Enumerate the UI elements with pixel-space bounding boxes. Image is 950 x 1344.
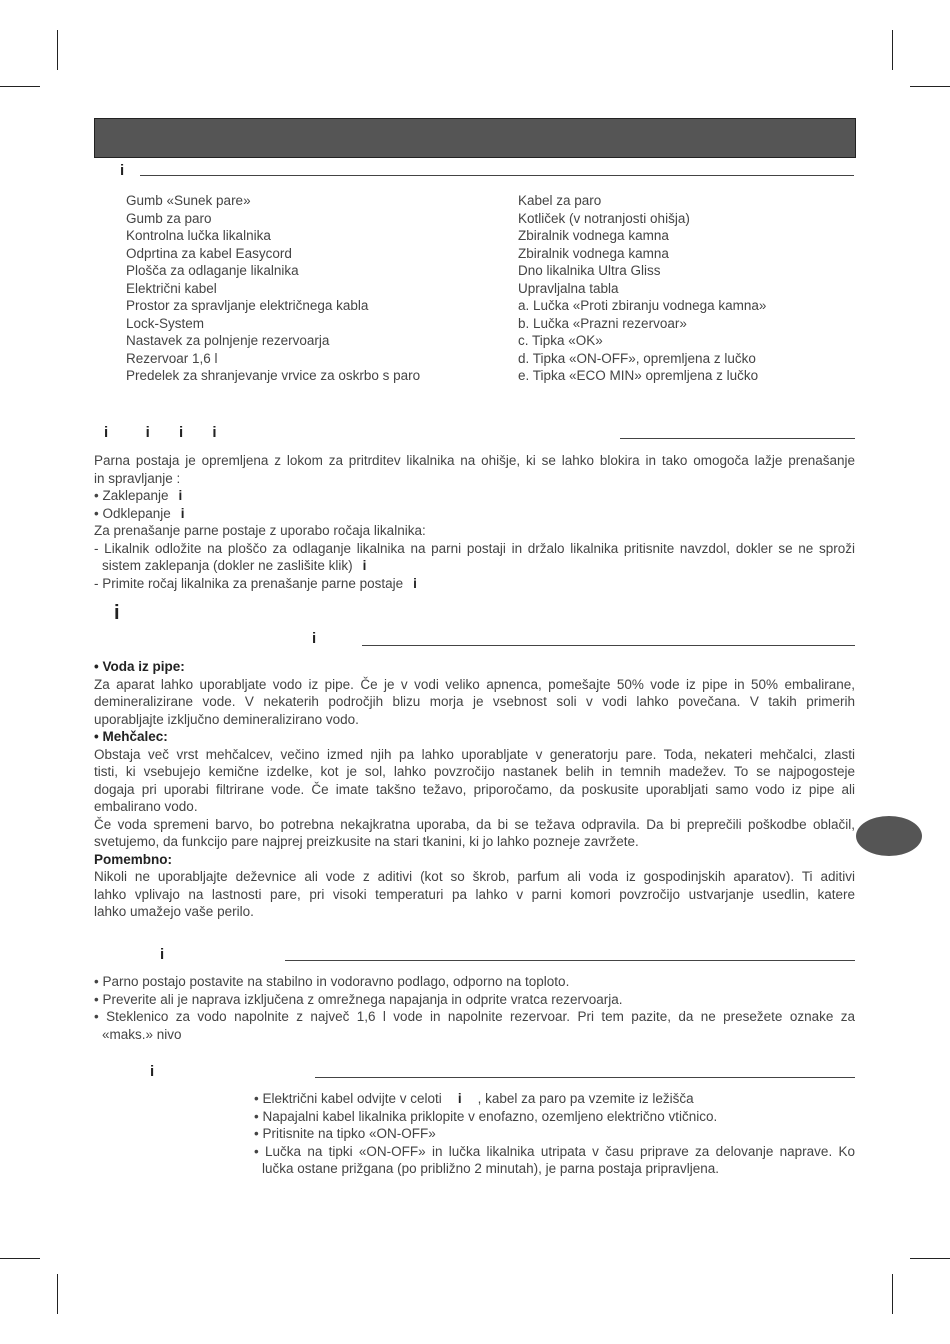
list-item: • Pritisnite na tipko «ON-OFF»: [254, 1126, 436, 1141]
list-item: a. Lučka «Proti zbiranju vodnega kamna»: [518, 298, 767, 313]
list-item: c. Tipka «OK»: [518, 333, 603, 348]
list-item: Kotliček (v notranjosti ohišja): [518, 210, 690, 226]
header-bar: [94, 118, 856, 158]
list-item: - Likalnik odložite na ploščo za odlaganje likalnika na parni postaji in držalo likalnika pritisnite navzdol, dokler se ne sproži: [94, 540, 855, 556]
paragraph-line: Parna postaja je opremljena z lokom za pritrditev likalnika na ohišje, ki se lahko blokira in tako omogoča lažje prenašanje: [94, 453, 855, 468]
list-item: Odprtina za kabel Easycord: [126, 245, 292, 261]
paragraph-line: tisti, ki vsebujejo kemične izdelke, kot je sol, lahko povzročijo nastanek belih in temnih madežev. To se najpogosteje: [94, 764, 855, 779]
page-tab: [856, 816, 922, 856]
paragraph-line: dogaja pri uporabi filtrirane vode. Če imate takšno težavo, priporočamo, da poskusite uporabljati samo vodo iz pipe ali: [94, 781, 855, 797]
section-marker: i i i i: [104, 424, 217, 441]
list-item: sistem zaklepanja (dokler ne zaslišite klik) i: [102, 558, 367, 573]
list-item: Rezervoar 1,6 l: [126, 350, 218, 366]
water-instructions: [94, 658, 855, 921]
list-item: • Preverite ali je naprava izključena z omrežnega napajanja in odprite vratca rezervoarja.: [94, 991, 623, 1007]
paragraph-heading: • Voda iz pipe:: [94, 659, 185, 674]
paragraph-line: Za prenašanje parne postaje z uporabo ročaja likalnika:: [94, 523, 426, 538]
lock-instructions: [94, 452, 855, 592]
list-item: Zbiralnik vodnega kamna: [518, 228, 669, 243]
crop-mark: [0, 86, 40, 87]
list-item: Predelek za shranjevanje vrvice za oskrbo s paro: [126, 368, 421, 383]
section-marker: i: [160, 946, 165, 963]
parts-list-right: [518, 192, 766, 385]
list-item: Prostor za spravljanje električnega kabla: [126, 298, 369, 313]
section-rule: [620, 438, 855, 439]
paragraph-heading: Pomembno:: [94, 851, 173, 867]
section-rule: [285, 960, 855, 961]
paragraph-line: Obstaja več vrst mehčalcev, večino izmed njih pa lahko uporabljate v generatorju pare. Toda, nekateri mehčalci, zlasti: [94, 746, 855, 762]
list-item: • Odklepanje i: [94, 505, 185, 521]
list-item: Gumb za paro: [126, 210, 212, 226]
list-item: • Steklenico za vodo napolnite z največ 1,6 l vode in napolnite rezervoar. Pri tem pazite, da ne presežete oznake za: [94, 1009, 855, 1024]
list-item: Dno likalnika Ultra Gliss: [518, 263, 661, 278]
section-marker: i: [150, 1063, 155, 1080]
crop-mark: [910, 86, 950, 87]
list-item: Gumb «Sunek pare»: [126, 193, 251, 208]
crop-mark: [0, 1258, 40, 1259]
list-item: - Primite ročaj likalnika za prenašanje parne postaje i: [94, 575, 417, 591]
list-item: Plošča za odlaganje likalnika: [126, 263, 299, 278]
crop-mark: [892, 30, 893, 70]
paragraph-line: lahko umažejo vaše perilo.: [94, 904, 254, 919]
list-item: b. Lučka «Prazni rezervoar»: [518, 315, 687, 331]
section-marker: i: [114, 602, 120, 624]
list-item: • Parno postajo postavite na stabilno in vodoravno podlago, odporno na toploto.: [94, 974, 570, 989]
list-item: d. Tipka «ON-OFF», opremljena z lučko: [518, 350, 756, 366]
crop-mark: [57, 30, 58, 70]
list-item: lučka ostane prižgana (po približno 2 minutah), je parna postaja pripravljena.: [262, 1161, 720, 1176]
list-item: «maks.» nivo: [102, 1026, 182, 1042]
list-item: Zbiralnik vodnega kamna: [518, 245, 669, 261]
section-marker: i: [312, 630, 317, 647]
fill-instructions: [94, 973, 855, 1043]
paragraph-line: svetujemo, da funkcijo pare najprej preizkusite na stari tkanini, ki jo lahko pozneje zavržete.: [94, 834, 639, 849]
list-item: e. Tipka «ECO MIN» opremljena z lučko: [518, 368, 759, 383]
paragraph-line: Za aparat lahko uporabljate vodo iz pipe. Če je v vodi veliko apnenca, pomešajte 50% vode iz pipe in 50% embalirane,: [94, 676, 855, 692]
crop-mark: [910, 1258, 950, 1259]
list-item: Kontrolna lučka likalnika: [126, 228, 271, 243]
list-item: Nastavek za polnjenje rezervoarja: [126, 333, 330, 348]
section-rule: [140, 175, 854, 176]
list-item: • Zaklepanje i: [94, 488, 183, 503]
crop-mark: [57, 1274, 58, 1314]
list-item: • Lučka na tipki «ON-OFF» in lučka likalnika utripata v času priprave za delovanje naprave. Ko: [254, 1143, 855, 1159]
paragraph-line: Če voda spremeni barvo, bo potrebna nekajkratna uporaba, da bi se težava odpravila. Da bi preprečili poškodbe oblačil,: [94, 816, 855, 832]
paragraph-line: lahko vplivajo na lastnosti pare, pri visoki temperaturi pa lahko v parni komori povzročijo ustvarjanje usedlin, katere: [94, 886, 855, 902]
paragraph-line: Nikoli ne uporabljajte deževnice ali vode z aditivi (kot so škrob, parfum ali voda iz gospodinjskih aparatov). Ti aditivi: [94, 869, 855, 884]
list-item: Kabel za paro: [518, 193, 602, 208]
list-item: Električni kabel: [126, 280, 217, 296]
section-rule: [362, 645, 855, 646]
paragraph-line: in spravljanje :: [94, 470, 181, 486]
list-item: Upravljalna tabla: [518, 280, 619, 296]
list-item: Lock-System: [126, 315, 205, 331]
list-item: • Napajalni kabel likalnika priklopite v enofazno, ozemljeno električno vtičnico.: [254, 1108, 718, 1124]
paragraph-heading: • Mehčalec:: [94, 729, 168, 744]
paragraph-line: uporabljajte izključno demineralizirano vodo.: [94, 711, 359, 727]
paragraph-line: embalirano vodo.: [94, 799, 198, 814]
list-item: • Električni kabel odvijte v celoti i , kabel za paro pa vzemite iz ležišča: [254, 1091, 694, 1106]
prep-instructions: [254, 1090, 855, 1178]
crop-mark: [892, 1274, 893, 1314]
paragraph-line: demineralizirane vode. V nekaterih področjih blizu morja je vsebnost soli v vodi lahko povečana. V takih primerih: [94, 694, 855, 709]
section-rule: [315, 1077, 855, 1078]
section-marker: i: [120, 162, 125, 179]
parts-list-left: [126, 192, 420, 385]
